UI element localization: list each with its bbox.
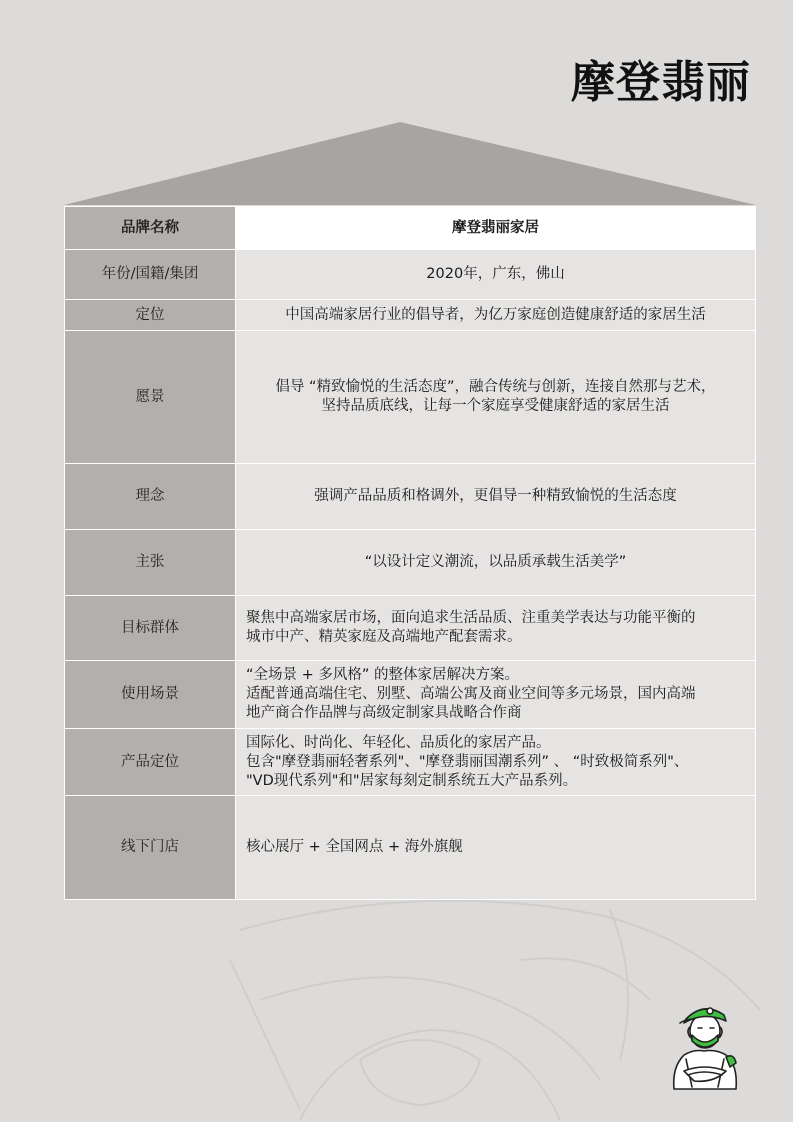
table-row: [65, 729, 756, 796]
row-value: [236, 250, 756, 300]
row-value: [236, 796, 756, 900]
row-value: [236, 596, 756, 661]
header-value-cell: 摩登翡丽家居: [236, 207, 756, 250]
row-key: 理念: [65, 464, 236, 530]
row-value-line: 适配普通高端住宅、别墅、高端公寓及商业空间等多元场景，国内高端: [246, 686, 696, 702]
row-value: [236, 300, 756, 331]
row-key: 产品定位: [65, 729, 236, 796]
brand-info-table: [64, 206, 756, 900]
header-key-cell: 品牌名称: [65, 207, 236, 250]
table-row: [65, 300, 756, 331]
row-value-line: “全场景 + 多风格” 的整体家居解决方案。: [246, 667, 519, 683]
row-value-line: 2020年，广东，佛山: [426, 266, 565, 282]
table-header-row: [65, 207, 756, 250]
row-value-line: 核心展厅 + 全国网点 + 海外旗舰: [246, 839, 463, 855]
row-value-line: 国际化、时尚化、年轻化、品质化的家居产品。: [246, 734, 551, 751]
row-key: 年份/国籍/集团: [65, 250, 236, 300]
row-key: 定位: [65, 300, 236, 331]
table-row: [65, 530, 756, 596]
table-row: [65, 661, 756, 729]
row-value: [236, 661, 756, 729]
table-row: [65, 464, 756, 530]
row-value-line: 聚焦中高端家居市场，面向追求生活品质、注重美学表达与功能平衡的: [246, 610, 696, 626]
table-row: [65, 796, 756, 900]
row-value-line: 城市中产、精英家庭及高端地产配套需求。: [246, 629, 522, 645]
page-title: 摩登翡丽: [571, 57, 751, 108]
row-value: [236, 530, 756, 596]
row-value: [236, 464, 756, 530]
row-value: [236, 729, 756, 796]
row-value-line: 倡导 “精致愉悦的生活态度”，融合传统与创新，连接自然那与艺术，: [275, 379, 716, 395]
table-row: [65, 331, 756, 464]
row-value-line: 包含"摩登翡丽轻奢系列"、"摩登翡丽国潮系列” 、 “时致极简系列"、: [246, 753, 689, 770]
row-value-line: 坚持品质底线，让每一个家庭享受健康舒适的家居生活: [321, 398, 670, 414]
row-key: 线下门店: [65, 796, 236, 900]
row-value-line: 强调产品品质和格调外，更倡导一种精致愉悦的生活态度: [314, 488, 677, 504]
table-row: [65, 596, 756, 661]
row-value-line: “以设计定义潮流，以品质承载生活美学”: [364, 554, 627, 570]
mascot-icon: [664, 997, 746, 1092]
row-key: 目标群体: [65, 596, 236, 661]
row-value-line: "VD现代系列"和"居家每刻定制系统五大产品系列。: [246, 772, 578, 789]
row-value-line: 地产商合作品牌与高级定制家具战略合作商: [246, 705, 522, 721]
row-key: 使用场景: [65, 661, 236, 729]
row-key: 愿景: [65, 331, 236, 464]
table-row: [65, 250, 756, 300]
row-value-line: 中国高端家居行业的倡导者，为亿万家庭创造健康舒适的家居生活: [285, 306, 706, 323]
row-key: 主张: [65, 530, 236, 596]
row-value: [236, 331, 756, 464]
